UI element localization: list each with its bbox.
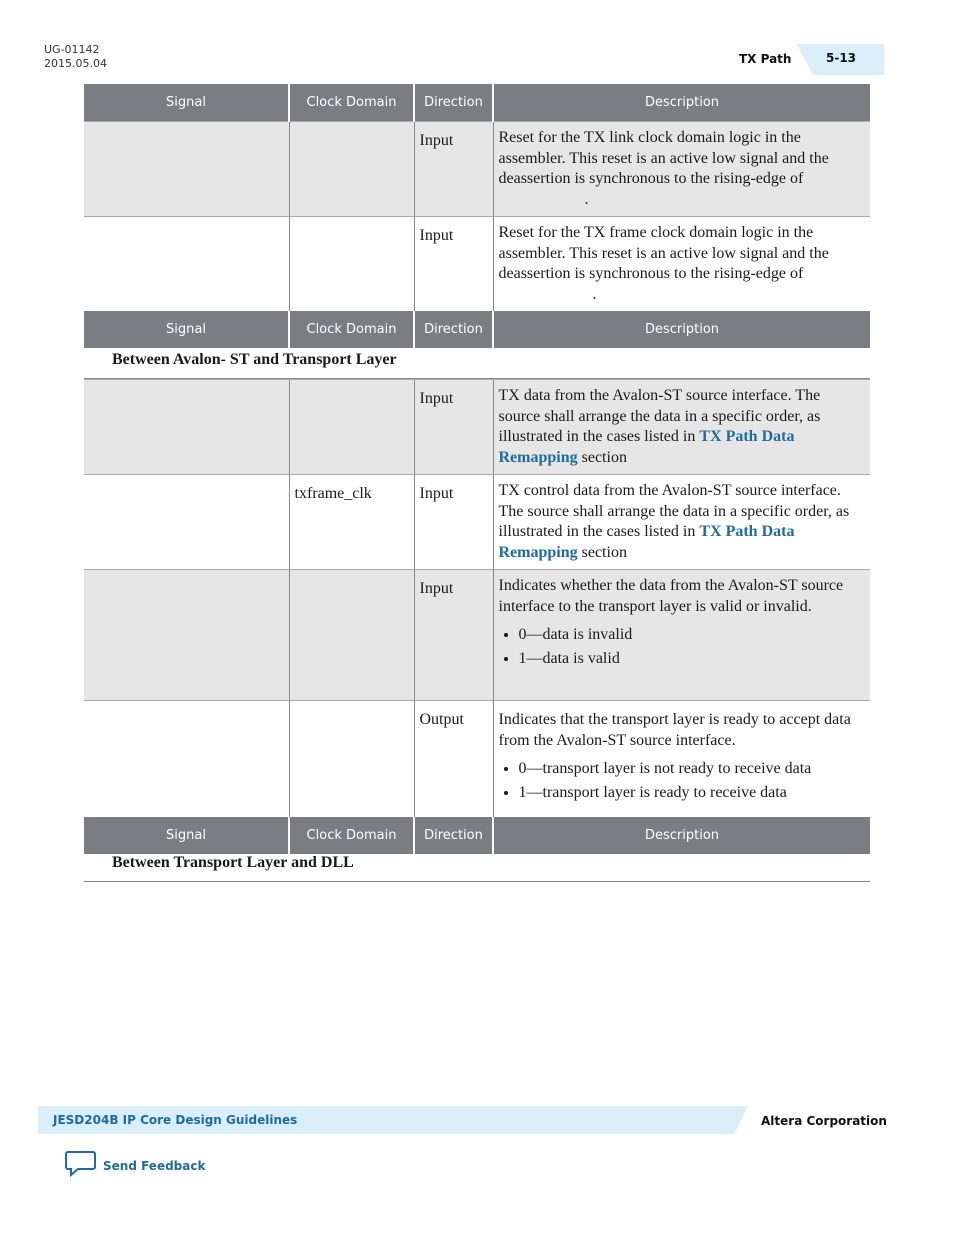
description-cell [493,380,870,475]
clock-domain-cell [289,701,414,817]
col-direction: Direction [414,817,493,854]
table-row [84,570,870,701]
clock-domain-cell [289,217,414,312]
col-direction: Direction [414,84,493,122]
table-row [84,701,870,817]
col-signal: Signal [84,84,289,122]
direction-cell: Input [414,475,493,570]
list-item: • 1—transport layer is ready to receive data [519,783,866,804]
clock-domain-cell: txframe_clk [289,475,414,570]
col-clock-domain: Clock Domain [289,84,414,122]
page-number: 5-13 [826,51,857,65]
col-signal: Signal [84,817,289,854]
description-text: Reset for the TX frame clock domain logic in the assembler. This reset is an active low signal and the deassertion is synchronous to the rising-edge of [498,224,829,282]
clock-domain-cell [289,570,414,701]
remapping-link[interactable]: TX Path Data Remapping [498,523,795,561]
signal-cell [84,475,289,570]
section-heading: Between Transport Layer and DLL [112,854,354,871]
table-footer-header-row [84,817,870,854]
description-cell [493,701,870,817]
table-row [84,122,870,217]
description-text: TX data from the Avalon-ST source interface. The source shall arrange the data in a specific order, as illustrated in the cases listed in [498,387,821,445]
description-text: Reset for the TX link clock domain logic in the assembler. This reset is an active low signal and the deassertion is synchronous to the rising-edge of [498,129,829,187]
description-post: section [581,448,627,466]
direction-cell: Input [414,380,493,475]
direction-cell: Input [414,570,493,701]
section-heading: Between Avalon- ST and Transport Layer [112,351,397,368]
description-cell [493,217,870,312]
list-item: • 0—transport layer is not ready to receive data [519,759,866,780]
col-description: Description [493,84,870,122]
col-direction: Direction [414,311,493,348]
signal-cell [84,701,289,817]
value-list [499,759,866,803]
footer-corporation: Altera Corporation [761,1114,887,1128]
document-id [44,43,107,71]
remapping-link[interactable]: TX Path Data Remapping [498,428,795,466]
send-feedback-link[interactable] [65,1150,205,1181]
send-feedback-label: Send Feedback [103,1158,206,1173]
footer-title[interactable]: JESD204B IP Core Design Guidelines [53,1113,298,1127]
signal-cell [84,570,289,701]
description-cell [493,570,870,701]
section-heading-row [84,850,870,882]
signal-cell [84,380,289,475]
table-row [84,475,870,570]
col-clock-domain: Clock Domain [289,311,414,348]
col-clock-domain: Clock Domain [289,817,414,854]
description-cell [493,475,870,570]
value-list [499,625,866,669]
description-text: Indicates that the transport layer is ready to accept data from the Avalon-ST source interface. [498,711,851,749]
doc-date: 2015.05.04 [44,57,107,70]
table-header-row [84,84,870,122]
clock-domain-cell [289,122,414,217]
description-cell [493,122,870,217]
direction-cell: Input [414,122,493,217]
description-trail: . [584,190,589,208]
direction-cell: Output [414,701,493,817]
clock-domain-cell [289,380,414,475]
description-trail: . [592,285,597,303]
list-item: • 1—data is valid [519,649,866,670]
section-heading-row [84,347,870,379]
table-footer-header-row [84,311,870,348]
col-description: Description [493,311,870,348]
direction-cell: Input [414,217,493,312]
list-item: • 0—data is invalid [519,625,866,646]
description-text: Indicates whether the data from the Avalon-ST source interface to the transport layer is valid or invalid. [498,577,844,615]
col-signal: Signal [84,311,289,348]
signal-cell [84,217,289,312]
col-description: Description [493,817,870,854]
doc-number: UG-01142 [44,43,100,56]
signal-table-2 [84,379,870,854]
signal-table-1 [84,84,870,348]
description-post: section [581,543,627,561]
speech-bubble-icon [65,1150,96,1181]
description-text: TX control data from the Avalon-ST source interface. The source shall arrange the data in a specific order, as illustrated in the cases listed in [498,482,850,540]
signal-cell [84,122,289,217]
section-title: TX Path [739,52,792,66]
table-row [84,380,870,475]
table-row [84,217,870,312]
